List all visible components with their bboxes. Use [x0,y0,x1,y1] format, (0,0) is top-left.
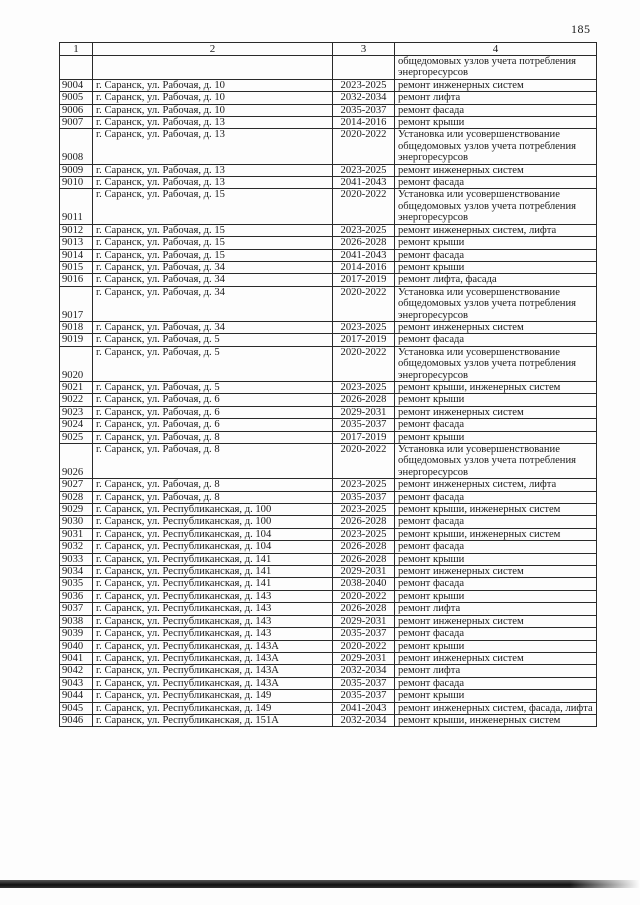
row-address-cell: г. Саранск, ул. Рабочая, д. 15 [93,224,333,236]
row-number-cell: 9034 [60,566,93,578]
row-period-cell: 2017-2019 [333,274,395,286]
row-address-cell: г. Саранск, ул. Рабочая, д. 34 [93,286,333,321]
table-row [60,553,597,565]
row-period-cell: 2029-2031 [333,566,395,578]
row-period-cell: 2020-2022 [333,640,395,652]
row-number-cell: 9046 [60,714,93,726]
row-address-cell: г. Саранск, ул. Республиканская, д. 141 [93,553,333,565]
row-number-cell: 9031 [60,528,93,540]
table-row [60,394,597,406]
table-row [60,516,597,528]
table-row [60,224,597,236]
row-address-cell: г. Саранск, ул. Рабочая, д. 34 [93,321,333,333]
row-address-cell: г. Саранск, ул. Рабочая, д. 8 [93,479,333,491]
row-number-cell: 9045 [60,702,93,714]
row-work-cell: ремонт инженерных систем, лифта [395,479,597,491]
row-period-cell: 2029-2031 [333,615,395,627]
row-address-cell: г. Саранск, ул. Республиканская, д. 143А [93,665,333,677]
row-address-cell: г. Саранск, ул. Рабочая, д. 15 [93,189,333,224]
row-number-cell: 9037 [60,603,93,615]
row-work-cell: ремонт фасада [395,334,597,346]
row-period-cell: 2026-2028 [333,553,395,565]
table-row [60,249,597,261]
row-period-cell: 2026-2028 [333,516,395,528]
row-work-cell: ремонт крыши [395,690,597,702]
row-number-cell: 9011 [60,189,93,224]
row-work-cell: ремонт инженерных систем, фасада, лифта [395,702,597,714]
row-address-cell: г. Саранск, ул. Республиканская, д. 151А [93,714,333,726]
row-work-cell: ремонт инженерных систем [395,406,597,418]
row-work-cell: ремонт крыши, инженерных систем [395,504,597,516]
column-header-work: 4 [395,43,597,56]
row-address-cell: г. Саранск, ул. Рабочая, д. 10 [93,104,333,116]
row-address-cell: г. Саранск, ул. Рабочая, д. 10 [93,79,333,91]
row-address-cell: г. Саранск, ул. Рабочая, д. 34 [93,261,333,273]
table-row [60,177,597,189]
row-number-cell: 9019 [60,334,93,346]
row-address-cell: г. Саранск, ул. Республиканская, д. 143А [93,652,333,664]
table-row [60,578,597,590]
table-row [60,129,597,164]
row-period-cell: 2020-2022 [333,286,395,321]
row-work-cell: ремонт фасада [395,677,597,689]
column-header-number: 1 [60,43,93,56]
row-work-cell: ремонт крыши, инженерных систем [395,714,597,726]
row-number-cell: 9032 [60,541,93,553]
row-period-cell: 2020-2022 [333,129,395,164]
row-address-cell [93,56,333,80]
row-address-cell: г. Саранск, ул. Рабочая, д. 13 [93,177,333,189]
row-work-cell: ремонт крыши [395,640,597,652]
row-address-cell: г. Саранск, ул. Рабочая, д. 15 [93,237,333,249]
row-number-cell: 9028 [60,491,93,503]
row-address-cell: г. Саранск, ул. Республиканская, д. 100 [93,504,333,516]
row-period-cell: 2017-2019 [333,431,395,443]
row-address-cell: г. Саранск, ул. Рабочая, д. 13 [93,117,333,129]
row-period-cell: 2023-2025 [333,479,395,491]
row-address-cell: г. Саранск, ул. Рабочая, д. 13 [93,129,333,164]
row-address-cell: г. Саранск, ул. Республиканская, д. 143 [93,603,333,615]
row-period-cell: 2020-2022 [333,189,395,224]
table-row [60,381,597,393]
row-number-cell: 9029 [60,504,93,516]
row-period-cell: 2023-2025 [333,504,395,516]
page-number: 185 [571,22,591,36]
table-row [60,590,597,602]
row-number-cell: 9010 [60,177,93,189]
table-row [60,346,597,381]
row-number-cell: 9033 [60,553,93,565]
row-period-cell: 2035-2037 [333,419,395,431]
row-work-cell: ремонт фасада [395,491,597,503]
row-address-cell: г. Саранск, ул. Рабочая, д. 5 [93,346,333,381]
row-work-cell: общедомовых узлов учета потребления энергоресурсов [395,56,597,80]
row-period-cell: 2023-2025 [333,321,395,333]
row-work-cell: ремонт инженерных систем, лифта [395,224,597,236]
row-work-cell: ремонт инженерных систем [395,79,597,91]
row-address-cell: г. Саранск, ул. Республиканская, д. 104 [93,541,333,553]
table-row [60,274,597,286]
table-row [60,79,597,91]
row-work-cell: ремонт инженерных систем [395,566,597,578]
row-period-cell: 2020-2022 [333,346,395,381]
row-address-cell: г. Саранск, ул. Республиканская, д. 149 [93,702,333,714]
row-number-cell: 9004 [60,79,93,91]
row-period-cell: 2041-2043 [333,177,395,189]
row-work-cell: ремонт фасада [395,177,597,189]
row-work-cell: ремонт лифта, фасада [395,274,597,286]
row-period-cell: 2017-2019 [333,334,395,346]
row-period-cell: 2038-2040 [333,578,395,590]
row-work-cell: ремонт крыши [395,261,597,273]
table-row [60,431,597,443]
row-address-cell: г. Саранск, ул. Республиканская, д. 141 [93,566,333,578]
row-period-cell: 2020-2022 [333,590,395,602]
row-number-cell: 9024 [60,419,93,431]
row-address-cell: г. Саранск, ул. Республиканская, д. 143 [93,628,333,640]
row-number-cell: 9007 [60,117,93,129]
row-period-cell: 2035-2037 [333,628,395,640]
row-period-cell: 2026-2028 [333,394,395,406]
row-address-cell: г. Саранск, ул. Рабочая, д. 5 [93,334,333,346]
row-work-cell: ремонт инженерных систем [395,615,597,627]
row-address-cell: г. Саранск, ул. Рабочая, д. 5 [93,381,333,393]
table-row [60,702,597,714]
table-row [60,628,597,640]
row-number-cell: 9038 [60,615,93,627]
row-period-cell: 2032-2034 [333,92,395,104]
table-row [60,615,597,627]
row-period-cell: 2032-2034 [333,714,395,726]
column-header-address: 2 [93,43,333,56]
row-period-cell: 2035-2037 [333,690,395,702]
row-work-cell: ремонт крыши [395,590,597,602]
row-period-cell: 2029-2031 [333,406,395,418]
row-work-cell: Установка или усовершенствование общедомовых узлов учета потребления энергоресурсов [395,346,597,381]
row-number-cell: 9044 [60,690,93,702]
row-work-cell: ремонт крыши, инженерных систем [395,528,597,540]
row-work-cell: ремонт крыши [395,553,597,565]
table-row [60,117,597,129]
row-work-cell: ремонт фасада [395,419,597,431]
table-row [60,104,597,116]
row-period-cell: 2014-2016 [333,261,395,273]
table-row [60,321,597,333]
row-number-cell: 9008 [60,129,93,164]
row-period-cell: 2023-2025 [333,164,395,176]
row-work-cell: ремонт крыши [395,237,597,249]
row-address-cell: г. Саранск, ул. Рабочая, д. 10 [93,92,333,104]
row-period-cell [333,56,395,80]
row-period-cell: 2035-2037 [333,491,395,503]
repair-schedule-table [59,42,597,727]
table-row [60,640,597,652]
row-address-cell: г. Саранск, ул. Республиканская, д. 143 [93,615,333,627]
row-number-cell: 9030 [60,516,93,528]
row-work-cell: ремонт инженерных систем [395,321,597,333]
row-address-cell: г. Саранск, ул. Рабочая, д. 6 [93,419,333,431]
row-number-cell: 9027 [60,479,93,491]
table-row [60,504,597,516]
row-work-cell: Установка или усовершенствование общедомовых узлов учета потребления энергоресурсов [395,129,597,164]
row-number-cell: 9016 [60,274,93,286]
table-row [60,566,597,578]
row-period-cell: 2041-2043 [333,249,395,261]
row-work-cell: ремонт крыши [395,394,597,406]
row-address-cell: г. Саранск, ул. Рабочая, д. 15 [93,249,333,261]
row-address-cell: г. Саранск, ул. Рабочая, д. 34 [93,274,333,286]
row-number-cell: 9014 [60,249,93,261]
row-work-cell: ремонт фасада [395,104,597,116]
table-row [60,479,597,491]
row-number-cell: 9039 [60,628,93,640]
row-work-cell: ремонт лифта [395,92,597,104]
row-number-cell: 9013 [60,237,93,249]
row-address-cell: г. Саранск, ул. Рабочая, д. 8 [93,491,333,503]
row-number-cell: 9021 [60,381,93,393]
row-period-cell: 2029-2031 [333,652,395,664]
row-number-cell: 9020 [60,346,93,381]
table-row [60,690,597,702]
table-header-row [60,43,597,56]
row-work-cell: ремонт крыши, инженерных систем [395,381,597,393]
row-number-cell [60,56,93,80]
table-row [60,286,597,321]
row-number-cell: 9017 [60,286,93,321]
table-row [60,652,597,664]
table-row [60,528,597,540]
row-work-cell: Установка или усовершенствование общедомовых узлов учета потребления энергоресурсов [395,189,597,224]
row-work-cell: ремонт фасада [395,516,597,528]
row-number-cell: 9043 [60,677,93,689]
row-address-cell: г. Саранск, ул. Республиканская, д. 100 [93,516,333,528]
row-period-cell: 2014-2016 [333,117,395,129]
row-period-cell: 2023-2025 [333,79,395,91]
row-work-cell: ремонт фасада [395,628,597,640]
row-period-cell: 2026-2028 [333,541,395,553]
table-row [60,444,597,479]
table-row [60,603,597,615]
table-row [60,714,597,726]
table-body [60,56,597,727]
row-period-cell: 2035-2037 [333,104,395,116]
row-number-cell: 9042 [60,665,93,677]
row-work-cell: ремонт фасада [395,578,597,590]
row-work-cell: ремонт крыши [395,431,597,443]
table-row [60,419,597,431]
row-number-cell: 9026 [60,444,93,479]
row-work-cell: ремонт лифта [395,603,597,615]
table-row [60,334,597,346]
table-row [60,164,597,176]
row-period-cell: 2026-2028 [333,603,395,615]
row-period-cell: 2023-2025 [333,381,395,393]
row-address-cell: г. Саранск, ул. Республиканская, д. 143 [93,590,333,602]
row-address-cell: г. Саранск, ул. Республиканская, д. 143А [93,677,333,689]
row-work-cell: ремонт инженерных систем [395,164,597,176]
scan-edge-bar [0,880,640,888]
row-address-cell: г. Саранск, ул. Рабочая, д. 13 [93,164,333,176]
row-number-cell: 9022 [60,394,93,406]
row-address-cell: г. Саранск, ул. Рабочая, д. 8 [93,431,333,443]
table-row [60,189,597,224]
row-number-cell: 9012 [60,224,93,236]
table-row [60,92,597,104]
row-number-cell: 9006 [60,104,93,116]
row-number-cell: 9018 [60,321,93,333]
row-period-cell: 2041-2043 [333,702,395,714]
row-number-cell: 9040 [60,640,93,652]
row-address-cell: г. Саранск, ул. Рабочая, д. 6 [93,394,333,406]
row-address-cell: г. Саранск, ул. Республиканская, д. 143А [93,640,333,652]
row-work-cell: ремонт фасада [395,541,597,553]
table-row [60,237,597,249]
row-period-cell: 2023-2025 [333,224,395,236]
row-work-cell: ремонт фасада [395,249,597,261]
table-row [60,541,597,553]
row-address-cell: г. Саранск, ул. Республиканская, д. 149 [93,690,333,702]
row-period-cell: 2026-2028 [333,237,395,249]
row-number-cell: 9015 [60,261,93,273]
row-number-cell: 9023 [60,406,93,418]
row-period-cell: 2035-2037 [333,677,395,689]
row-address-cell: г. Саранск, ул. Республиканская, д. 141 [93,578,333,590]
row-number-cell: 9005 [60,92,93,104]
row-address-cell: г. Саранск, ул. Республиканская, д. 104 [93,528,333,540]
row-work-cell: ремонт крыши [395,117,597,129]
row-work-cell: ремонт инженерных систем [395,652,597,664]
table-row [60,56,597,80]
row-address-cell: г. Саранск, ул. Рабочая, д. 8 [93,444,333,479]
row-period-cell: 2023-2025 [333,528,395,540]
table-row [60,491,597,503]
row-number-cell: 9009 [60,164,93,176]
table-row [60,406,597,418]
row-work-cell: Установка или усовершенствование общедомовых узлов учета потребления энергоресурсов [395,286,597,321]
row-period-cell: 2032-2034 [333,665,395,677]
row-number-cell: 9025 [60,431,93,443]
table-row [60,677,597,689]
table-row [60,261,597,273]
row-work-cell: Установка или усовершенствование общедомовых узлов учета потребления энергоресурсов [395,444,597,479]
row-number-cell: 9036 [60,590,93,602]
row-work-cell: ремонт лифта [395,665,597,677]
row-number-cell: 9035 [60,578,93,590]
column-header-period: 3 [333,43,395,56]
row-address-cell: г. Саранск, ул. Рабочая, д. 6 [93,406,333,418]
row-number-cell: 9041 [60,652,93,664]
row-period-cell: 2020-2022 [333,444,395,479]
table-row [60,665,597,677]
